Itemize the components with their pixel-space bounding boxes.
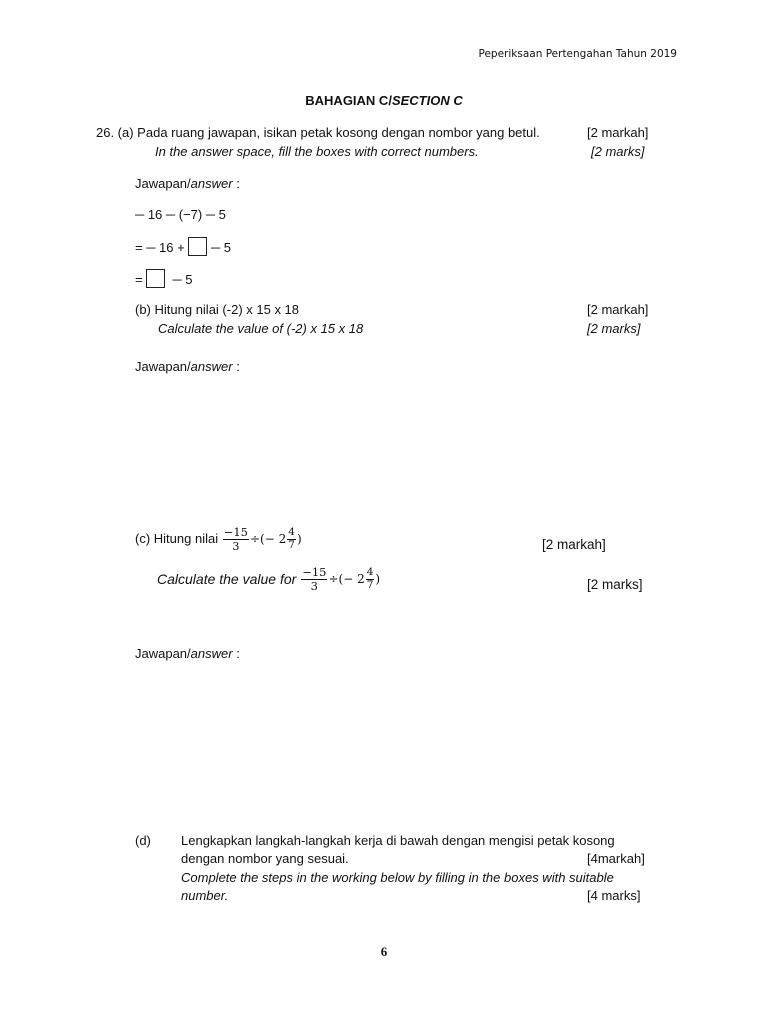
q26d-marks-bm: [4markah] — [587, 851, 645, 866]
q26d-instruction-en-line1: Complete the steps in the working below by filling in the boxes with suitable — [181, 870, 614, 885]
page-number: 6 — [380, 944, 388, 959]
answer-box-2[interactable] — [146, 269, 165, 288]
q26c-instruction-en: Calculate the value for $\frac{-15}{3}$ ÷(− 2 $\frac{4}{7}$ ) — [157, 565, 381, 593]
q26d-instruction-bm-line1: Lengkapkan langkah-langkah kerja di bawah dengan mengisi petak kosong — [181, 833, 615, 848]
q26a-marks-en: [2 marks] — [591, 144, 645, 159]
q26a-answer-label: Jawapan/answer : — [135, 176, 240, 191]
q26a-step-2: = ─ 16 + ─ 5 — [135, 237, 231, 256]
q26c-marks-en: [2 marks] — [587, 577, 643, 592]
fraction-4-over-7-en: $\frac{4}{7}$ — [366, 566, 374, 591]
q26c-answer-label: Jawapan/answer : — [135, 646, 240, 661]
q26a-step-3: = ─ 5 — [135, 269, 193, 288]
q26d-label: (d) — [135, 833, 151, 848]
fraction-4-over-7: $\frac{4}{7}$ — [288, 526, 295, 551]
fraction-neg15-over-3: $\frac{-15}{3}$ — [223, 525, 248, 553]
section-title-bm: BAHAGIAN C/ — [305, 93, 392, 108]
q26c-marks-bm: [2 markah] — [542, 537, 606, 552]
q26d-instruction-en-line2: number. — [181, 888, 229, 903]
fraction-neg15-over-3-en: $\frac{-15}{3}$ — [302, 565, 327, 593]
q26b-marks-en: [2 marks] — [587, 321, 641, 336]
q26d-instruction-bm-line2: dengan nombor yang sesuai. — [181, 851, 349, 866]
answer-box-1[interactable] — [188, 237, 207, 256]
q26c-instruction-bm: (c) Hitung nilai $\frac{-15}{3}$ ÷(− 2 $\frac{4}{7}$ ) — [135, 525, 302, 553]
exam-header: Peperiksaan Pertengahan Tahun 2019 — [478, 48, 677, 60]
q26b-instruction-bm: (b) Hitung nilai (-2) x 15 x 18 — [135, 302, 300, 317]
q26b-answer-label: Jawapan/answer : — [135, 359, 240, 374]
q26a-instruction-en: In the answer space, fill the boxes with correct numbers. — [155, 144, 479, 159]
q26a-step-1: ─ 16 ─ (−7) ─ 5 — [135, 207, 226, 222]
section-title-en: SECTION C — [391, 93, 463, 108]
q26b-marks-bm: [2 markah] — [587, 302, 649, 317]
section-title — [0, 93, 768, 108]
q26d-marks-en: [4 marks] — [587, 888, 641, 903]
q26b-instruction-en: Calculate the value of (-2) x 15 x 18 — [158, 321, 364, 336]
q26a-instruction-bm: 26. (a) Pada ruang jawapan, isikan petak kosong dengan nombor yang betul. — [96, 125, 540, 140]
q26a-marks-bm: [2 markah] — [587, 125, 649, 140]
